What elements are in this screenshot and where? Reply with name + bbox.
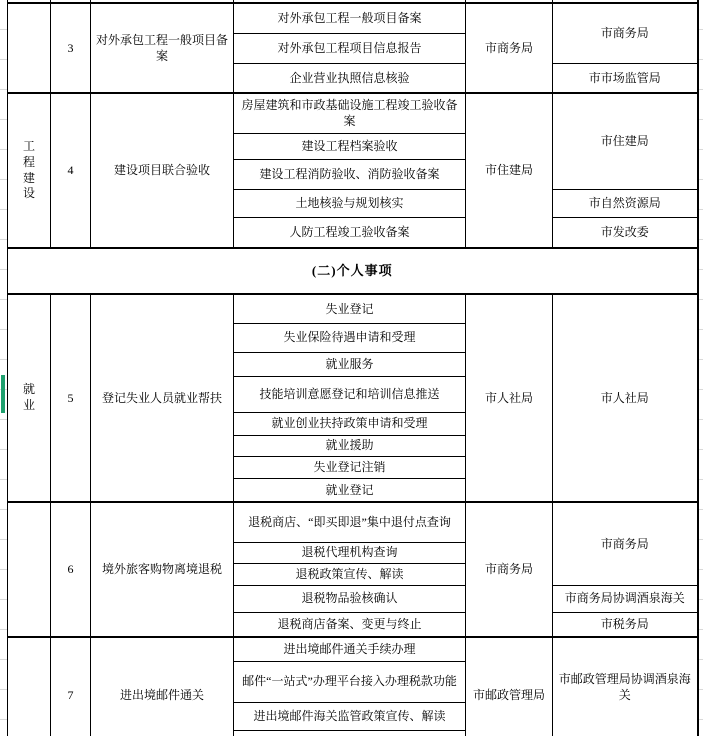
subitem-cell[interactable]: 对外承包工程一般项目备案 <box>234 3 466 33</box>
sheet-right-margin <box>698 0 703 736</box>
subitem-cell[interactable]: 失业保险待遇申请和受理 <box>234 323 466 352</box>
subitem-cell[interactable]: 技能培训意愿登记和培训信息推送 <box>234 376 466 412</box>
subitem-cell[interactable]: 失业登记 <box>234 294 466 323</box>
row-number-cell[interactable]: 4 <box>51 93 91 248</box>
responsible-dept-cell[interactable]: 市人社局 <box>553 294 698 502</box>
row-number-cell[interactable]: 5 <box>51 294 91 502</box>
subitem-cell[interactable]: 邮件“一站式”办理平台接入办理税款功能 <box>234 661 466 702</box>
responsible-dept-cell[interactable]: 市市场监管局 <box>553 63 698 93</box>
category-cell[interactable] <box>8 294 51 502</box>
subitem-cell[interactable]: 土地核验与规划核实 <box>234 189 466 217</box>
services-table <box>7 0 699 736</box>
implementing-dept-cell[interactable]: 市商务局 <box>466 502 553 637</box>
table-row <box>8 294 698 323</box>
responsible-dept-cell[interactable]: 市商务局 <box>553 502 698 585</box>
subitem-cell[interactable]: 进出境邮件海关监管政策宣传、解读 <box>234 702 466 730</box>
category-cell[interactable] <box>8 637 51 736</box>
item-name-cell[interactable]: 境外旅客购物离境退税 <box>91 502 234 637</box>
responsible-dept-cell[interactable]: 市住建局 <box>553 93 698 189</box>
subitem-cell[interactable]: 就业服务 <box>234 352 466 376</box>
implementing-dept-cell[interactable]: 市邮政管理局 <box>466 637 553 736</box>
item-name-cell[interactable]: 登记失业人员就业帮扶 <box>91 294 234 502</box>
responsible-dept-cell[interactable]: 市发改委 <box>553 217 698 248</box>
subitem-cell[interactable]: 建设工程档案验收 <box>234 133 466 159</box>
empty-cell[interactable] <box>234 730 466 736</box>
subitem-cell[interactable]: 退税政策宣传、解读 <box>234 563 466 585</box>
category-label: 就业 <box>22 382 35 412</box>
subitem-cell[interactable]: 建设工程消防验收、消防验收备案 <box>234 159 466 189</box>
section-header-cell[interactable]: (二)个人事项 <box>8 248 698 294</box>
subitem-cell[interactable]: 房屋建筑和市政基础设施工程竣工验收备案 <box>234 93 466 133</box>
responsible-dept-cell[interactable]: 市自然资源局 <box>553 189 698 217</box>
subitem-cell[interactable]: 退税商店、“即买即退”集中退付点查询 <box>234 502 466 542</box>
responsible-dept-cell[interactable]: 市邮政管理局协调酒泉海关 <box>553 637 698 736</box>
category-cell[interactable] <box>8 3 51 93</box>
subitem-cell[interactable]: 对外承包工程项目信息报告 <box>234 33 466 63</box>
responsible-dept-cell[interactable]: 市商务局协调酒泉海关 <box>553 585 698 612</box>
category-cell[interactable] <box>8 93 51 248</box>
category-label: 工程建设 <box>22 139 35 201</box>
table-row <box>8 93 698 133</box>
implementing-dept-cell[interactable]: 市住建局 <box>466 93 553 248</box>
item-name-cell[interactable]: 对外承包工程一般项目备案 <box>91 3 234 93</box>
table-row <box>8 502 698 542</box>
subitem-cell[interactable]: 人防工程竣工验收备案 <box>234 217 466 248</box>
item-name-cell[interactable]: 建设项目联合验收 <box>91 93 234 248</box>
subitem-cell[interactable]: 就业援助 <box>234 435 466 456</box>
subitem-cell[interactable]: 退税物品验核确认 <box>234 585 466 612</box>
subitem-cell[interactable]: 进出境邮件通关手续办理 <box>234 637 466 661</box>
sheet-left-margin <box>0 0 7 736</box>
subitem-cell[interactable]: 退税代理机构查询 <box>234 542 466 563</box>
table-row <box>8 637 698 661</box>
subitem-cell[interactable]: 企业营业执照信息核验 <box>234 63 466 93</box>
subitem-cell[interactable]: 退税商店备案、变更与终止 <box>234 612 466 637</box>
row-number-cell[interactable]: 3 <box>51 3 91 93</box>
subitem-cell[interactable]: 就业登记 <box>234 478 466 502</box>
subitem-cell[interactable]: 就业创业扶持政策申请和受理 <box>234 412 466 435</box>
implementing-dept-cell[interactable]: 市商务局 <box>466 3 553 93</box>
item-name-cell[interactable]: 进出境邮件通关 <box>91 637 234 736</box>
category-cell[interactable] <box>8 502 51 637</box>
row-number-cell[interactable]: 6 <box>51 502 91 637</box>
section-header-row <box>8 248 698 294</box>
row-number-cell[interactable]: 7 <box>51 637 91 736</box>
sheet-selection-indicator <box>1 375 5 413</box>
subitem-cell[interactable]: 失业登记注销 <box>234 456 466 478</box>
responsible-dept-cell[interactable]: 市税务局 <box>553 612 698 637</box>
responsible-dept-cell[interactable]: 市商务局 <box>553 3 698 63</box>
implementing-dept-cell[interactable]: 市人社局 <box>466 294 553 502</box>
table-row <box>8 3 698 33</box>
